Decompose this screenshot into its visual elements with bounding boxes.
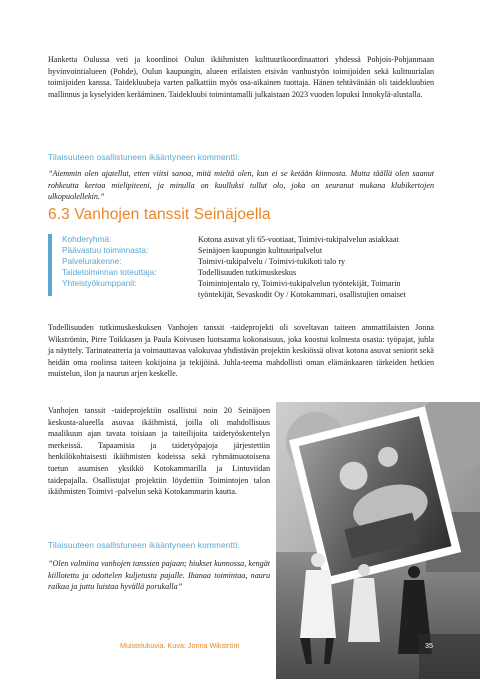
info-key: Taidetoiminnan toteuttaja:: [62, 267, 157, 277]
photo-caption: Muistelukuvia. Kuva: Jonna Wikström: [120, 641, 240, 650]
intro-paragraph: Hanketta Oulussa veti ja koordinoi Oulun ikäihmisten kulttuurikoordinaattori yhdessä Pohjois-Pohjanmaan hyvinvointialueen (Pohde), Oulun kaupungin, alueen erilaisten etsivän vanhustyön toimijoiden sekä kulttuurialan toimijoiden kanssa. Taidekluubeja varten palkattiin myös osa-aikainen tuottaja. Hänen tehtävänään oli taidekluubien mallinnus ja kyselyiden kerääminen. Taidekluubi toimintamalli julkaistaan 2023 vuoden lopuksi Innokylä-alustalla.: [48, 55, 434, 99]
info-value: Toimivi-tukipalvelu / Toimivi-tukikoti talo ry: [198, 257, 346, 266]
info-key: Palvelurakenne:: [62, 256, 122, 266]
info-value: Seinäjoen kaupungin kulttuuripalvelut: [198, 246, 323, 255]
section-title: 6.3 Vanhojen tanssit Seinäjoella: [48, 206, 271, 223]
info-key: Yhteistyökumppanit:: [62, 278, 137, 288]
info-accent-bar: [48, 234, 52, 296]
info-value: Todellisuuden tutkimuskeskus: [198, 268, 297, 277]
info-key: Kohderyhmä:: [62, 234, 112, 244]
page-number: 35: [425, 641, 433, 650]
info-value: Kotona asuvat yli 65-vuotiaat, Toimivi-tukipalvelun asiakkaat: [198, 235, 399, 244]
info-key: Päävastuu toiminnasta:: [62, 245, 149, 255]
comment-label-2: Tilaisuuteen osallistuneen ikääntyneen kommentti:: [48, 540, 240, 550]
comment-label-1: Tilaisuuteen osallistuneen ikääntyneen kommentti:: [48, 152, 240, 162]
main-paragraph: Todellisuuden tutkimuskeskuksen Vanhojen tanssit -taideprojekti oli soveltavan taiteen ammattilaisten Jonna Wikströmin, Pirre Toikkasen ja Paula Koivusen luotsaama kokonaisuus, joka koostui kolmesta osasta: työpajat, juhla ja näyttely. Tarinateatteria ja voimauttavaa valokuvaa yhdistävän projektin keskiössä olivat kotona asuvat seniorit sekä heidän oma roolinsa taiteen kokijoina ja tekijöinä. Juhla-teema mahdollisti oman elämänkaaren tärkeiden hetkien muistelun, ilon ja naurun arjen keskelle.: [48, 323, 434, 379]
photo-collage: [276, 402, 480, 679]
info-value: Toimintojentalo ry, Toimivi-tukipalvelun työntekijät, Toimarin työntekijät, Sevaskodit Oy / Kotokammari, osallistujien omaiset: [198, 279, 406, 299]
column-paragraph: Vanhojen tanssit -taideprojektiin osallistui noin 20 Seinäjoen keskusta-alueella asuvaa ikäihmistä, joilla oli mahdollisuus maalikuun ajan tavata toisiaan ja taiteilijoita taidetyöskentelyn merkeissä. Tapaamisia ja taidetyöpajoja järjestettiin henkilökohtaisesti ikäihmisten kodeissa sekä ryhmämuotoisena tuetun asumisen yksikkö Kotokammarilla ja Lintuviidan taidepajalla. Osallistujat projektiin löydettiin Toimintojen talon ikäihmisten Toimivi -palvelun sekä Kotokammarin kautta.: [48, 406, 270, 497]
quote-1: ”Aiemmin olen ajatellut, etten viitsi sanoa, mitä mieltä olen, kun ei se ketään kiinnosta. Mutta täällä olen saanut rohkeutta kertoa mielipiteeni, ja minulla on kuulluksi tullut olo, joka on seuranut mukana klubikertojen ulkopuolellekin.”: [48, 169, 434, 202]
quote-2: ”Olen valmiina vanhojen tanssien pajaan; hiukset kunnossa, kengät kiillotettu ja odottelen kuljetusta pajalle. Ihanaa toimintaa, nauru raikaa ja juttu luistaa hyvällä porukalla”: [48, 559, 270, 592]
